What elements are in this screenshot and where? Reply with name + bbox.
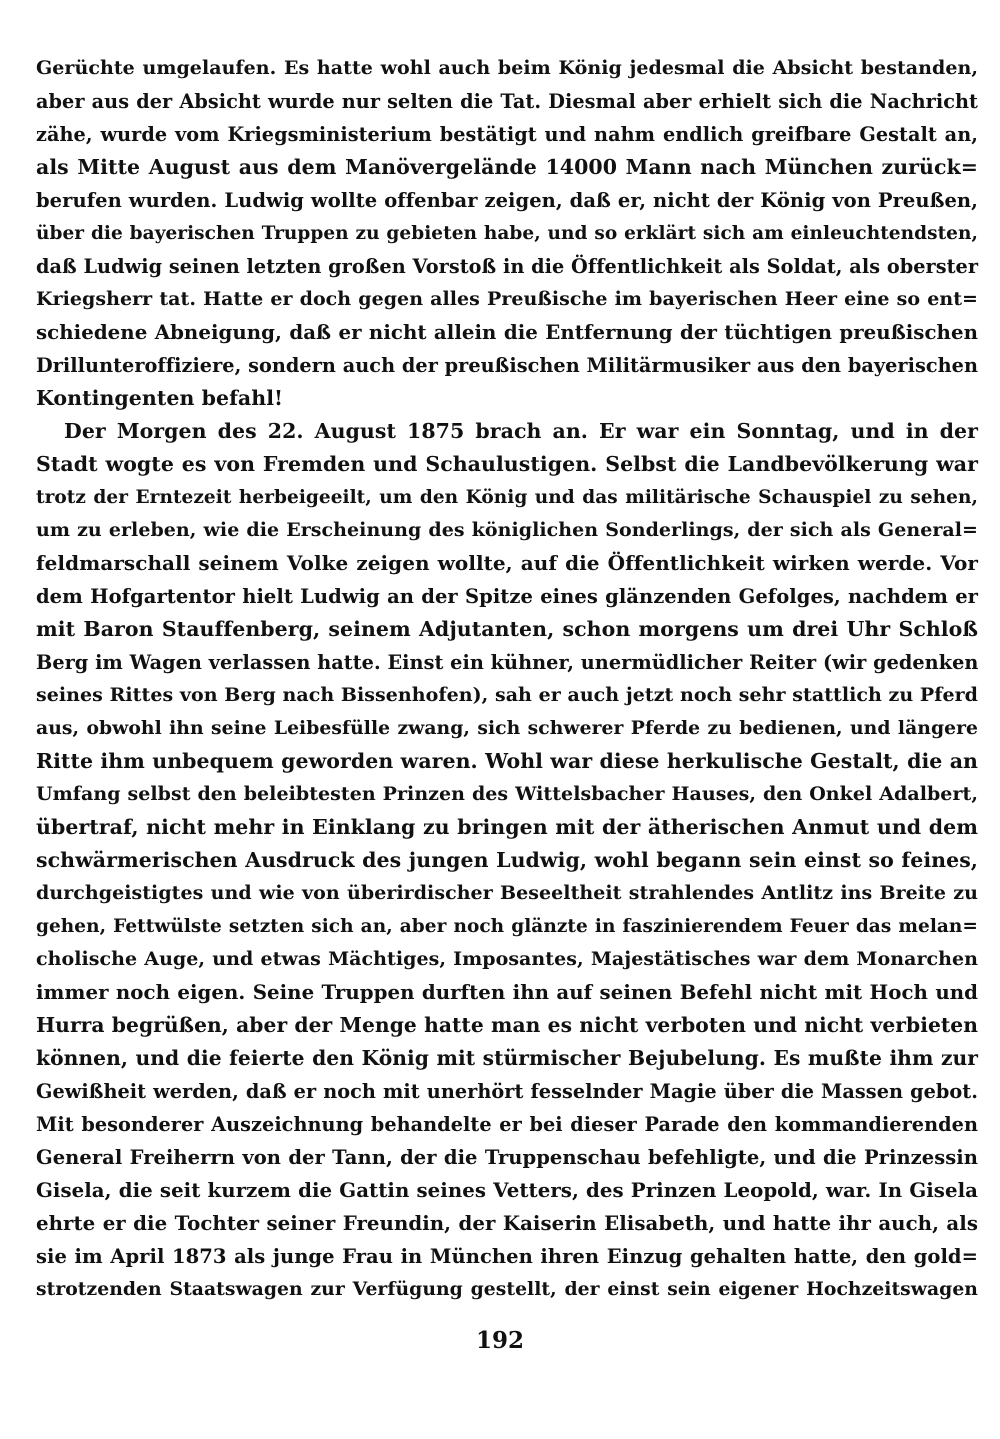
- text-line: mit Baron Stauffenberg, seinem Adjutanten, schon morgens um drei Uhr Schloß: [36, 617, 978, 641]
- text-line: als Mitte August aus dem Manövergelände 14000 Mann nach München zurück=: [36, 155, 978, 179]
- text-line: strotzenden Staatswagen zur Verfügung gestellt, der einst sein eigener Hochzeitswagen: [36, 1278, 978, 1300]
- paragraph: [36, 415, 978, 1306]
- text-line: Gerüchte umgelaufen. Es hatte wohl auch beim König jedesmal die Absicht bestanden,: [36, 57, 978, 79]
- text-line: Kriegsherr tat. Hatte er doch gegen alles Preußische im bayerischen Heer eine so ent=: [36, 288, 978, 310]
- text-line: durchgeistigtes und wie von überirdischer Beseeltheit strahlendes Antlitz ins Breite zu: [36, 882, 978, 904]
- text-line: Mit besonderer Auszeichnung behandelte er bei dieser Parade den kommandierenden: [36, 1113, 978, 1136]
- page-number: 192: [475, 1327, 524, 1354]
- text-line: daß Ludwig seinen letzten großen Vorstoß in die Öffentlichkeit als Soldat, als oberster: [36, 255, 979, 278]
- text-line: trotz der Erntezeit herbeigeeilt, um den König und das militärische Schauspiel zu sehen,: [36, 487, 978, 508]
- text-line: können, und die feierte den König mit stürmischer Bejubelung. Es mußte ihm zur: [36, 1046, 978, 1070]
- text-line: gehen, Fettwülste setzten sich an, aber noch glänzte in faszinierendem Feuer das melan=: [36, 916, 978, 937]
- text-line: Umfang selbst den beleibtesten Prinzen des Wittelsbacher Hauses, den Onkel Adalbert,: [36, 783, 978, 805]
- text-line: dem Hofgartentor hielt Ludwig an der Spitze eines glänzenden Gefolges, nachdem er: [36, 585, 978, 608]
- text-line: übertraf, nicht mehr in Einklang zu bringen mit der ätherischen Anmut und dem: [36, 815, 978, 839]
- paragraph: [36, 52, 978, 415]
- text-line: Hurra begrüßen, aber der Menge hatte man es nicht verboten und nicht verbieten: [36, 1013, 978, 1037]
- text-line: Ritte ihm unbequem geworden waren. Wohl war diese herkulische Gestalt, die an: [36, 749, 978, 773]
- text-line: über die bayerischen Truppen zu gebieten habe, und so erklärt sich am einleuchtendsten,: [36, 223, 978, 244]
- text-line: Gewißheit werden, daß er noch mit unerhört fesselnder Magie über die Massen gebot.: [36, 1080, 978, 1103]
- text-line: schwärmerischen Ausdruck des jungen Ludwig, wohl begann sein einst so feines,: [36, 848, 978, 872]
- text-line: immer noch eigen. Seine Truppen durften ihn auf seinen Befehl nicht mit Hoch und: [36, 980, 978, 1004]
- text-line: General Freiherrn von der Tann, der die Truppenschau befehligte, und die Prinzessin: [36, 1146, 978, 1169]
- text-line: seines Rittes von Berg nach Bissenhofen), sah er auch jetzt noch sehr stattlich zu Pferd: [36, 684, 978, 706]
- text-line: aber aus der Absicht wurde nur selten die Tat. Diesmal aber erhielt sich die Nachricht: [36, 90, 978, 113]
- text-line: schiedene Abneigung, daß er nicht allein die Entfernung der tüchtigen preußischen: [36, 320, 978, 344]
- text-line: Drillunteroffiziere, sondern auch der preußischen Militärmusiker aus den bayerischen: [36, 354, 978, 377]
- text-line: um zu erleben, wie die Erscheinung des königlichen Sonderlings, der sich als General=: [36, 519, 978, 541]
- text-line: zähe, wurde vom Kriegsministerium bestätigt und nahm endlich greifbare Gestalt an,: [36, 123, 978, 146]
- text-line: cholische Auge, und etwas Mächtiges, Imposantes, Majestätisches war dem Monarchen: [36, 948, 978, 970]
- text-line: Berg im Wagen verlassen hatte. Einst ein kühner, unermüdlicher Reiter (wir gedenken: [36, 651, 979, 674]
- page-body: [36, 52, 978, 1306]
- text-line: feldmarschall seinem Volke zeigen wollte, auf die Öffentlichkeit wirken werde. Vor: [36, 551, 978, 575]
- text-line: Der Morgen des 22. August 1875 brach an. Er war ein Sonntag, und in der: [64, 419, 978, 443]
- text-line: Kontingenten befahl!: [36, 386, 284, 410]
- text-line: ehrte er die Tochter seiner Freundin, der Kaiserin Elisabeth, und hatte ihr auch, als: [36, 1211, 978, 1235]
- text-line: berufen wurden. Ludwig wollte offenbar zeigen, daß er, nicht der König von Preußen,: [36, 189, 978, 212]
- text-line: Stadt wogte es von Fremden und Schaulustigen. Selbst die Landbevölkerung war: [36, 452, 978, 476]
- text-line: aus, obwohl ihn seine Leibesfülle zwang, sich schwerer Pferde zu bedienen, und längere: [36, 717, 978, 739]
- text-line: Gisela, die seit kurzem die Gattin seines Vetters, des Prinzen Leopold, war. In Gisela: [36, 1178, 978, 1202]
- text-line: sie im April 1873 als junge Frau in München ihren Einzug gehalten hatte, den gold=: [36, 1245, 978, 1268]
